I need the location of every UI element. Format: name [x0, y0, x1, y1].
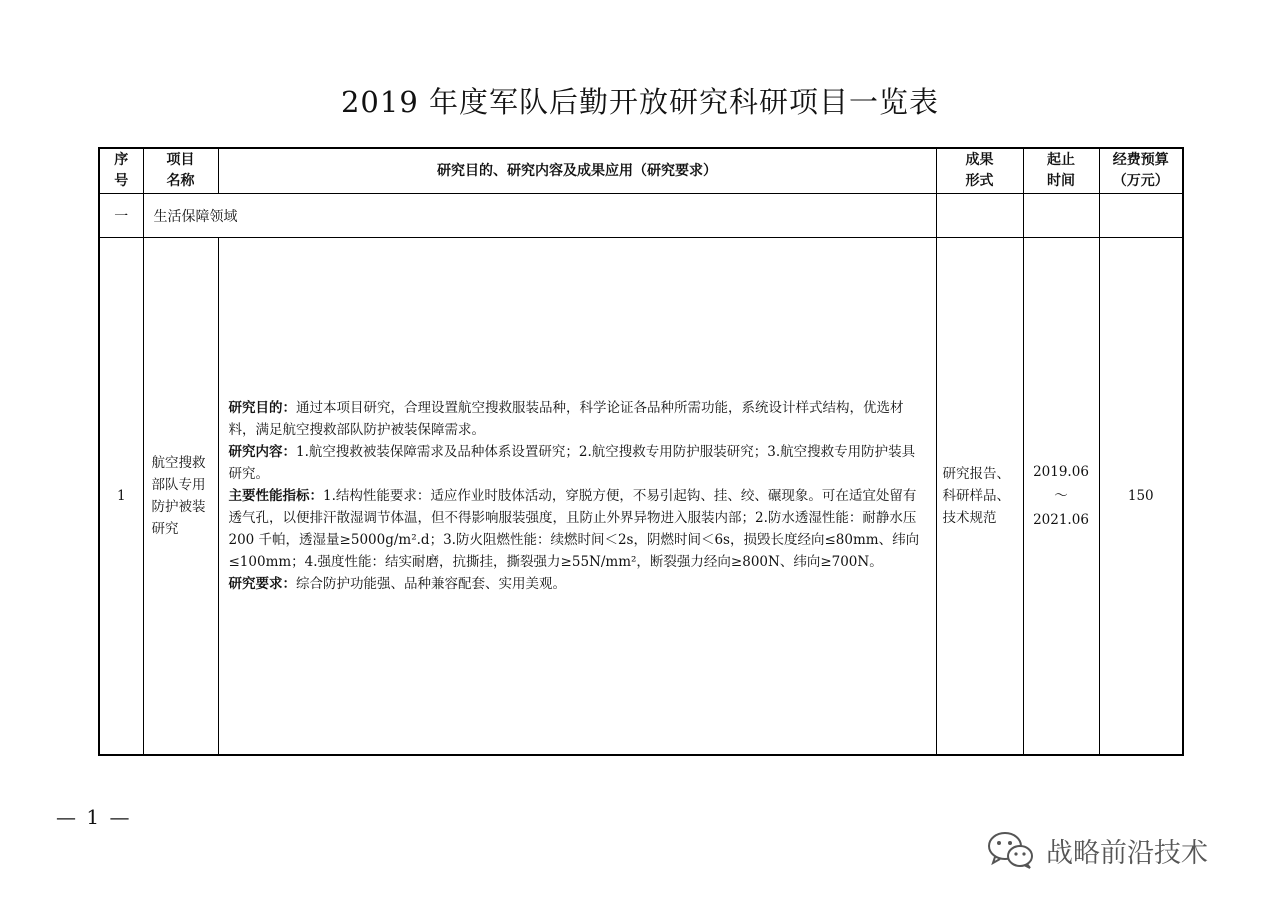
project-table [98, 147, 1184, 756]
section-label: 生活保障领域 [143, 194, 936, 238]
header-form: 成果形式 [936, 148, 1023, 194]
result-form: 研究报告、科研样品、技术规范 [936, 238, 1023, 756]
header-period: 起止时间 [1023, 148, 1099, 194]
content-paragraph: 研究内容：1.航空搜救被装保障需求及品种体系设置研究；2.航空搜救专用防护服装研究；3.航空搜救专用防护装具研究。 [228, 444, 916, 482]
table-row [99, 238, 1183, 756]
period-separator: ～ [1054, 488, 1068, 504]
header-budget: 经费预算（万元） [1099, 148, 1183, 194]
period-cell [1023, 238, 1099, 756]
header-content: 研究目的、研究内容及成果应用（研究要求） [218, 148, 936, 194]
page-title: 2019 年度军队后勤开放研究科研项目一览表 [340, 85, 940, 119]
period-end: 2021.06 [1033, 512, 1089, 528]
performance-paragraph: 主要性能指标：1.结构性能要求：适应作业时肢体活动，穿脱方便，不易引起钩、挂、绞、碾现象。可在适宜处留有透气孔，以便排汗散湿调节体温，但不得影响服装强度，且防止外界异物进入服装内部；2.防水透湿性能：耐静水压 200 千帕，透湿量≥5000g/m².d；3.防火阻燃性能：续燃时间＜2s，阴燃时间＜6s，损毁长度经向≤80mm、纬向≤100mm；4.强度性能：结实耐磨，抗撕挂，撕裂强力≥55N/mm²，断裂强力经向≥800N、纬向≥700N。 [228, 488, 920, 570]
header-seq: 序号 [99, 148, 143, 194]
project-name: 航空搜救部队专用防护被装研究 [143, 238, 218, 756]
project-content [218, 238, 936, 756]
period-start: 2019.06 [1033, 464, 1089, 480]
section-row [99, 194, 1183, 238]
header-name: 项目名称 [143, 148, 218, 194]
page-number: — 1 — [56, 805, 132, 829]
row-seq: 1 [99, 238, 143, 756]
section-seq: 一 [99, 194, 143, 238]
wechat-icon [986, 830, 1036, 870]
watermark [986, 828, 1208, 872]
table-header-row [99, 148, 1183, 194]
budget-cell: 150 [1099, 238, 1183, 756]
requirement-paragraph: 研究要求：综合防护功能强、品种兼容配套、实用美观。 [228, 576, 566, 592]
watermark-text: 战略前沿技术 [1046, 837, 1208, 869]
purpose-paragraph: 研究目的：通过本项目研究，合理设置航空搜救服装品种，科学论证各品种所需功能，系统设计样式结构，优选材料，满足航空搜救部队防护被装保障需求。 [228, 400, 904, 438]
